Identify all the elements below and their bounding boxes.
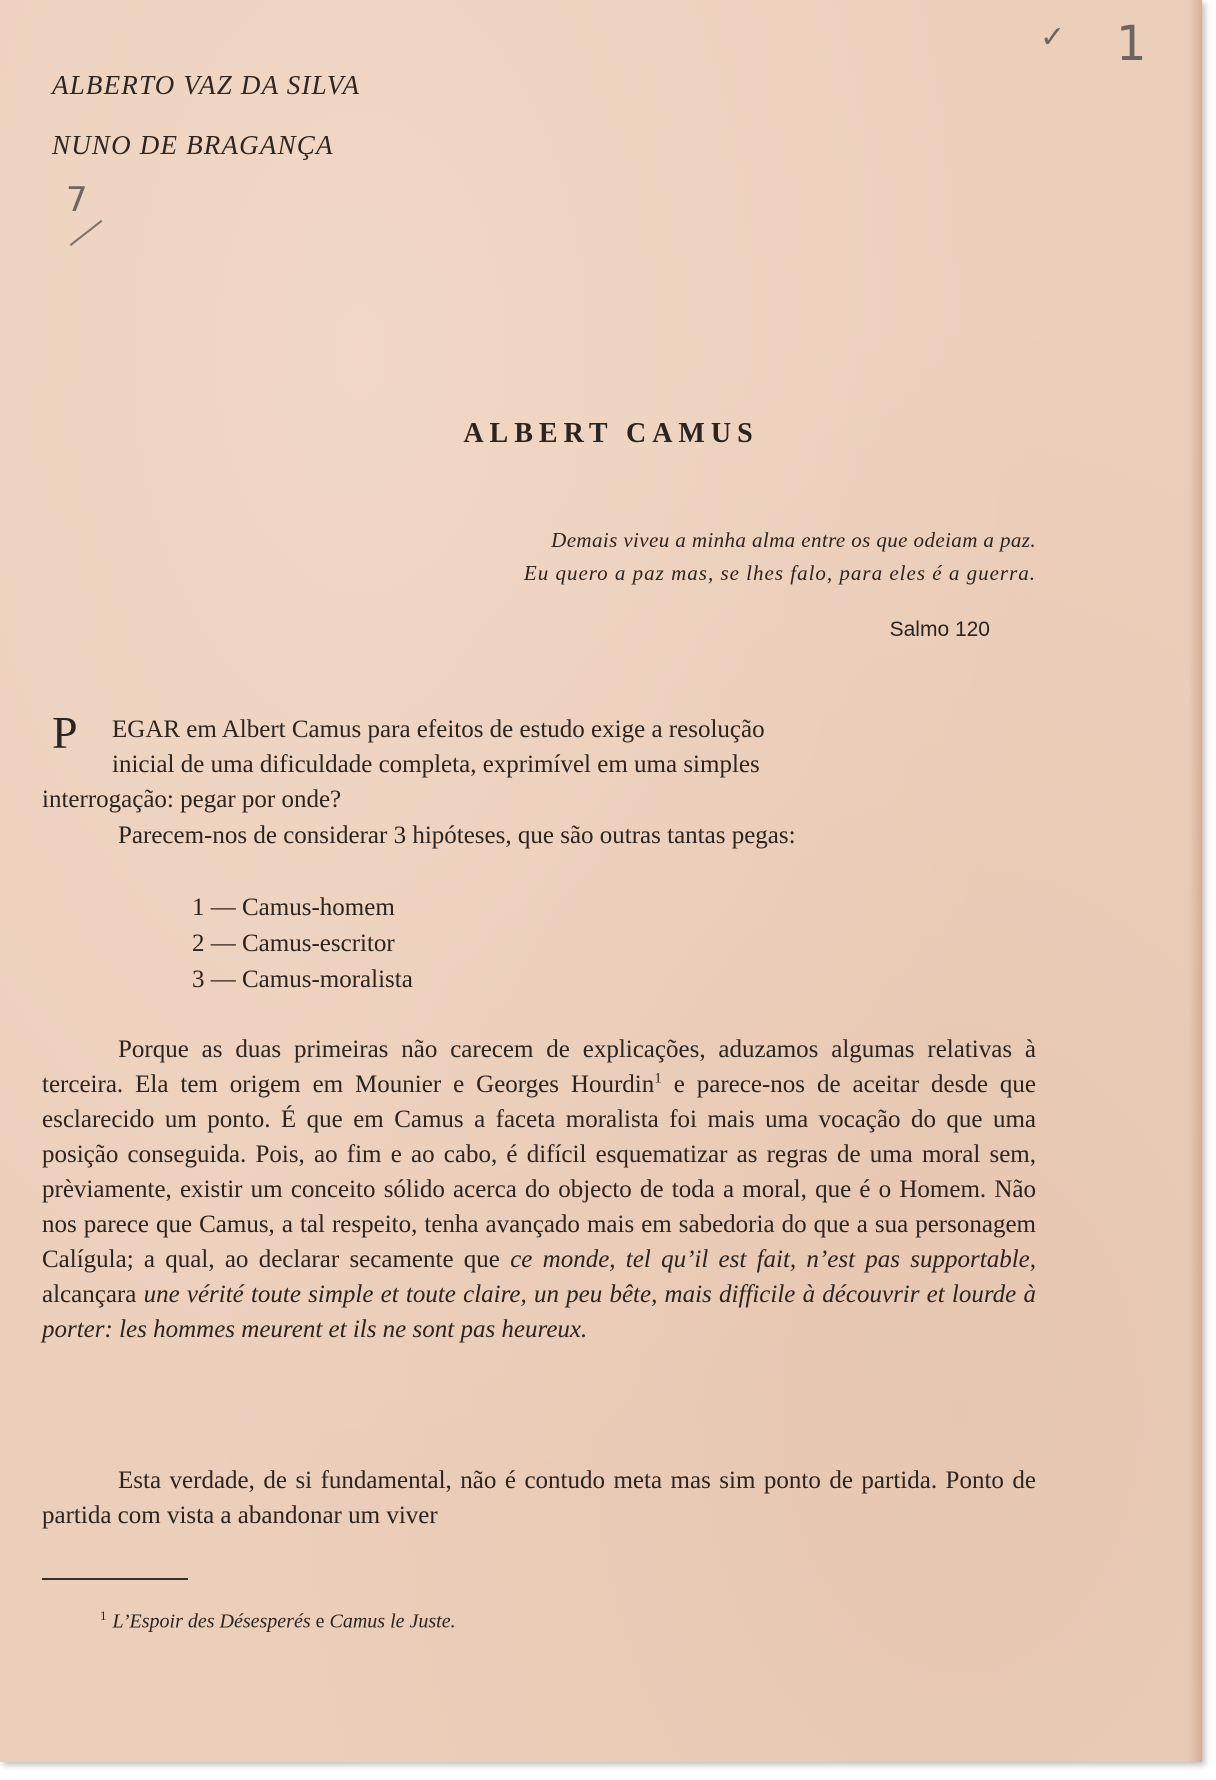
paragraph-1-line-1 <box>42 707 1036 758</box>
author-name-2: NUNO DE BRAGANÇA <box>52 130 334 160</box>
epigraph-source: Salmo 120 <box>889 618 990 641</box>
paragraph-1-line-1-text: EGAR em Albert Camus para efeitos de estudo exige a resolução <box>112 716 765 743</box>
paragraph-2: Parecem-nos de considerar 3 hipóteses, que são outras tantas pegas: <box>118 822 796 849</box>
list-item: 2 — Camus-escritor <box>192 930 395 957</box>
epigraph-line-2: Eu quero a paz mas, se lhes falo, para eles é a guerra. <box>523 561 1036 585</box>
paragraph-3-text-b: e parece-nos de aceitar desde que esclarecido um ponto. É que em Camus a faceta moralista foi mais uma vocação do que uma posição conseguida. Pois, ao fim e ao cabo, é difícil esquematizar as regras de uma moral sem, prèviamente, existir um conceito sólido acerca do objecto de toda a moral, que é o Homem. Não nos parece que Camus, a tal respeito, tenha avançado mais em sabedoria do que a sua personagem Calígula; a qual, ao declarar secamente que <box>42 1071 1037 1273</box>
footnote-reference: 1 <box>654 1070 662 1087</box>
paragraph-1-line-2: inicial de uma dificuldade completa, exprimível em uma simples <box>112 751 760 778</box>
paragraph-1-line-3: interrogação: pegar por onde? <box>42 786 342 813</box>
paragraph-3-text-c: alcançara <box>42 1281 144 1308</box>
french-quote-2: une vérité toute simple et toute claire, un peu bête, mais difficile à découvrir et lourde à porter: les hommes meurent et ils ne sont pas heureux. <box>42 1281 1036 1343</box>
check-mark-annotation: ✓ <box>1040 20 1066 55</box>
list-item: 3 — Camus-moralista <box>192 966 413 993</box>
page-edge-shadow <box>1188 0 1202 1762</box>
footnote-connector: e <box>310 1610 330 1633</box>
hypothesis-list <box>192 890 413 998</box>
drop-cap: P <box>52 707 78 758</box>
handwritten-mark: 7 <box>66 180 88 220</box>
paragraph-4: Esta verdade, de si fundamental, não é contudo meta mas sim ponto de partida. Ponto de partida com vista a abandonar um viver <box>42 1467 1036 1529</box>
footnote <box>100 1608 456 1634</box>
article-title: ALBERT CAMUS <box>463 418 759 449</box>
epigraph-line-1: Demais viveu a minha alma entre os que odeiam a paz. <box>551 528 1036 552</box>
footnote-number: 1 <box>100 1608 107 1623</box>
footnote-title-1: L’Espoir des Désesperés <box>112 1610 311 1633</box>
handwritten-page-number: 1 <box>1116 16 1147 72</box>
footnote-divider <box>42 1578 188 1580</box>
pencil-stroke <box>70 220 103 246</box>
french-quote-1: ce monde, tel qu’il est fait, n’est pas supportable, <box>510 1246 1036 1273</box>
paragraph-1 <box>42 707 1036 817</box>
paragraph-3 <box>42 1032 1036 1347</box>
list-item: 1 — Camus-homem <box>192 894 395 921</box>
author-name-1: ALBERTO VAZ DA SILVA <box>52 70 361 100</box>
footnote-title-2: Camus le Juste. <box>329 1610 456 1633</box>
paragraph-3-text-a: Porque as duas primeiras não carecem de explicações, aduzamos algumas relativas à terceira. Ela tem origem em Mounier e Georges Hourdin <box>42 1036 1036 1098</box>
